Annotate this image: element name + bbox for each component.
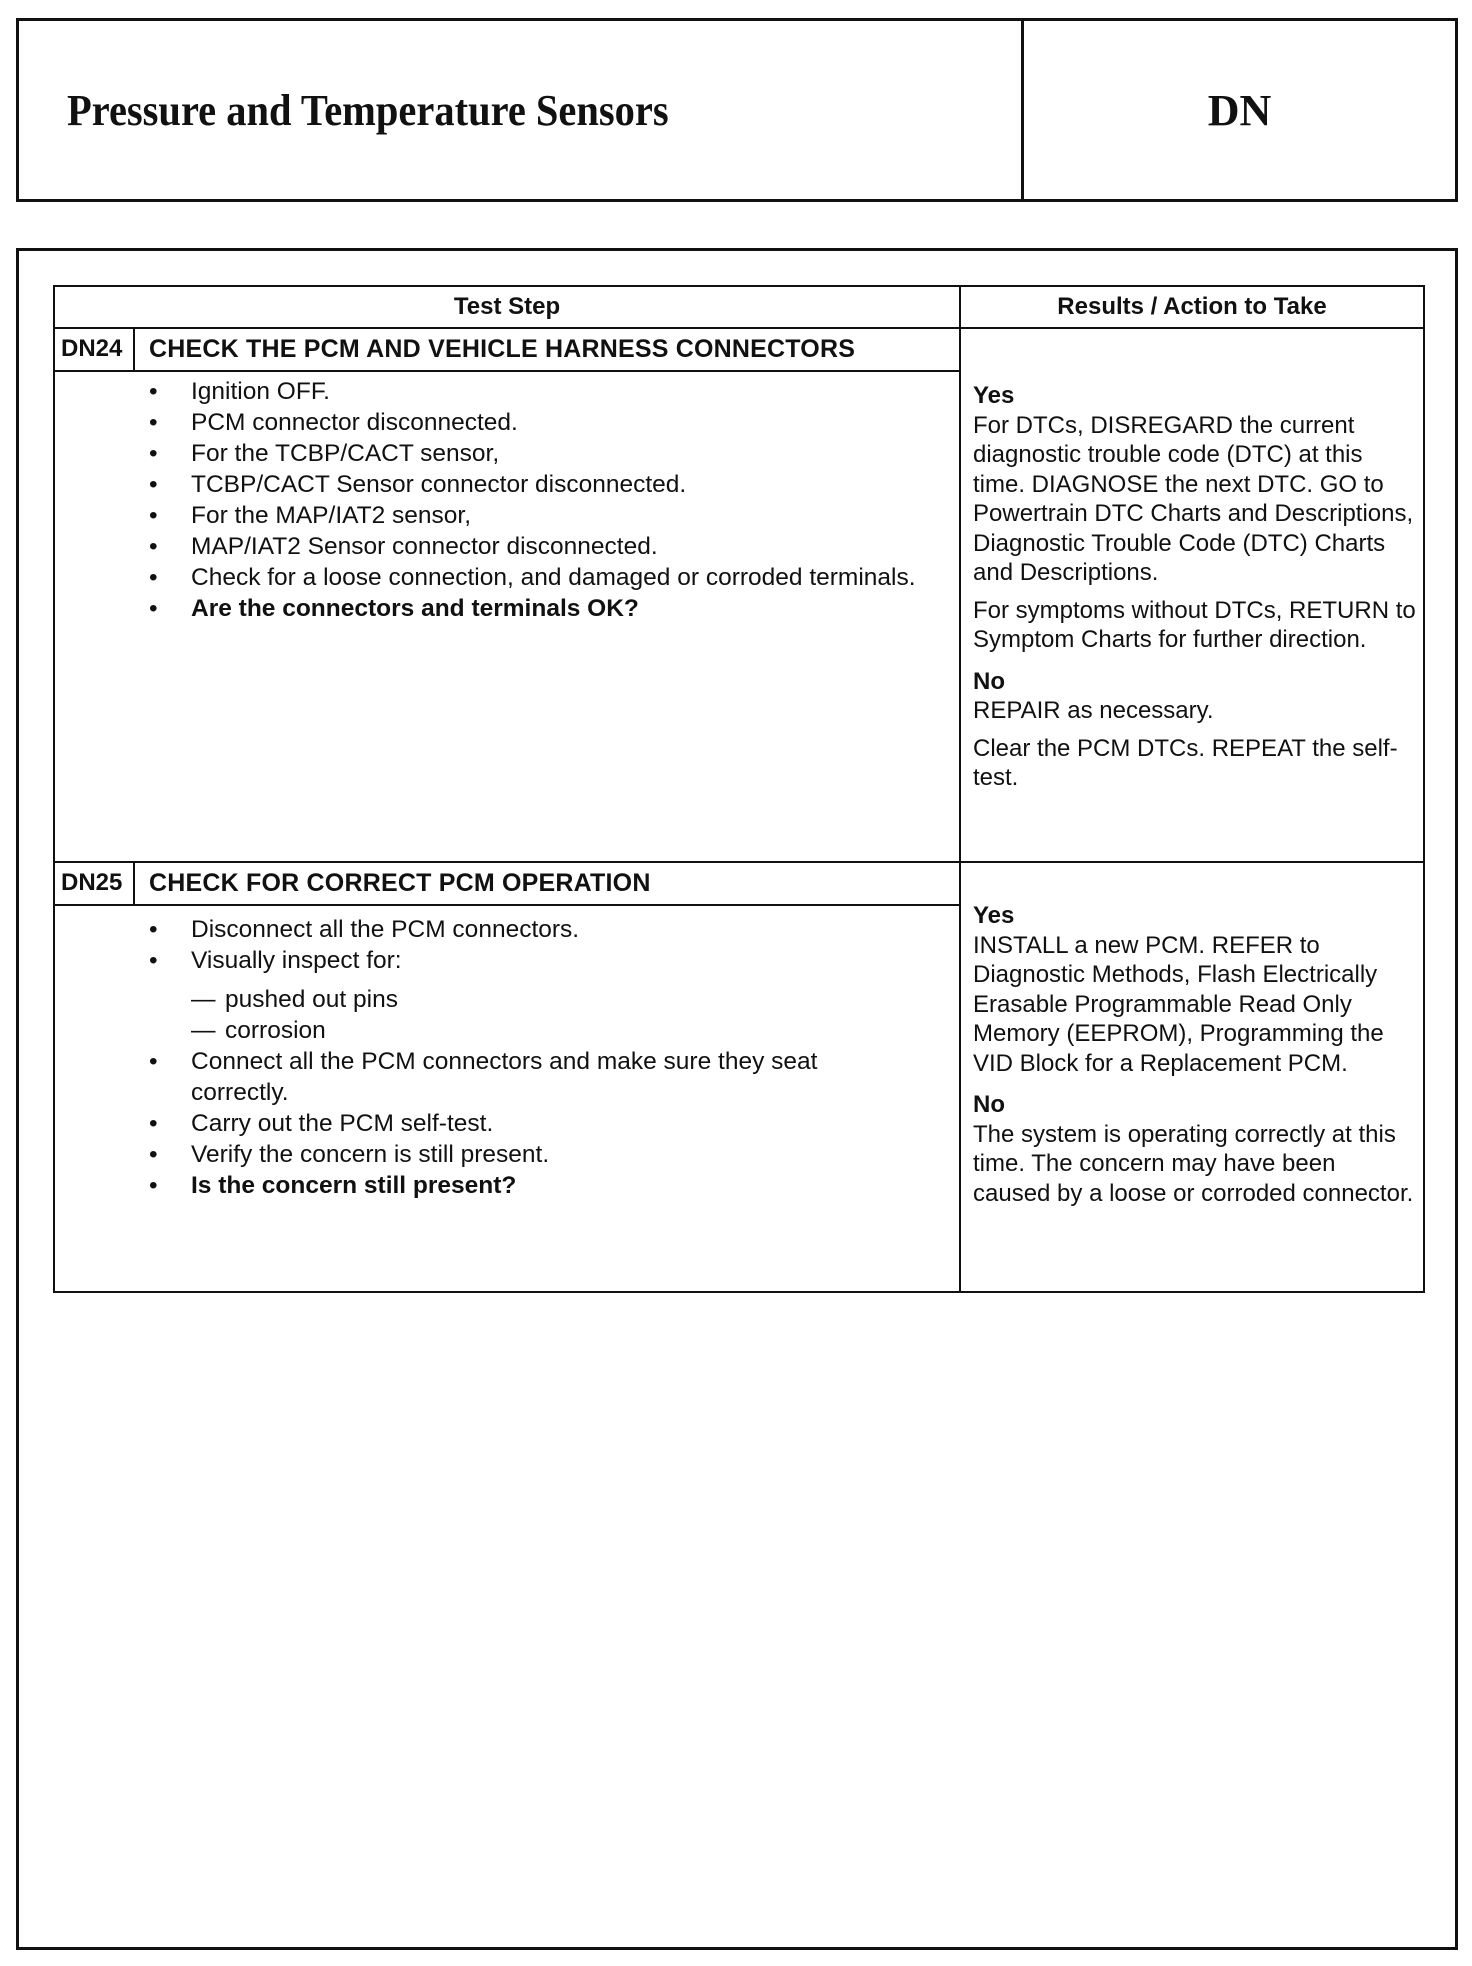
step-title-row [55, 863, 959, 906]
no-action: REPAIR as necessary. [973, 697, 1214, 724]
bullet-icon: • [149, 564, 158, 591]
header-title-cell [19, 21, 1024, 199]
bullet-icon: • [149, 595, 158, 622]
bullet-icon: • [149, 1141, 158, 1168]
table-header-row [55, 287, 1423, 329]
instruction-item: • TCBP/CACT Sensor connector disconnected. [149, 471, 687, 498]
bullet-icon: • [149, 471, 158, 498]
bullet-icon: • [149, 1110, 158, 1137]
instruction-item: • PCM connector disconnected. [149, 409, 518, 436]
inspection-subitem: — corrosion [191, 1017, 326, 1044]
results-cell [961, 329, 1423, 861]
test-step-cell [55, 329, 961, 861]
instruction-item: • Visually inspect for: [149, 947, 402, 974]
step-title: CHECK THE PCM AND VEHICLE HARNESS CONNECTORS [149, 335, 856, 363]
instruction-item: • Check for a loose connection, and damaged or corroded terminals. [149, 564, 916, 591]
content-frame [16, 248, 1458, 1950]
bullet-icon: • [149, 440, 158, 467]
test-step-row [55, 863, 1423, 1291]
no-action: The system is operating correctly at this time. The concern may have been caused by a loose or corroded connector. [973, 1120, 1414, 1207]
results-column-header: Results / Action to Take [1057, 293, 1327, 320]
step-title-row [55, 329, 959, 372]
instruction-item: • Carry out the PCM self-test. [149, 1110, 494, 1137]
bullet-icon: • [149, 502, 158, 529]
inspection-subitem: — pushed out pins [191, 986, 398, 1013]
step-title: CHECK FOR CORRECT PCM OPERATION [149, 869, 651, 897]
bullet-icon: • [149, 947, 158, 974]
dash-icon: — [191, 986, 216, 1013]
instruction-item: • Verify the concern is still present. [149, 1141, 550, 1168]
step-id: DN24 [55, 329, 135, 370]
no-action: Clear the PCM DTCs. REPEAT the self-test. [973, 734, 1398, 791]
no-label: No [973, 667, 1005, 695]
instruction-item: • For the MAP/IAT2 sensor, [149, 502, 472, 529]
section-code: DN [1207, 85, 1272, 135]
header-code-cell [1024, 21, 1455, 199]
step-instructions [55, 906, 959, 1201]
results-cell [961, 863, 1423, 1291]
step-id: DN25 [55, 863, 135, 904]
test-step-table [53, 285, 1425, 1293]
test-step-column-header: Test Step [55, 287, 961, 327]
yes-action: INSTALL a new PCM. REFER to Diagnostic Methods, Flash Electrically Erasable Programmable Read Only Memory (EEPROM), Programming the VID Block for a Replacement PCM. [973, 931, 1384, 1077]
instruction-item: • Ignition OFF. [149, 378, 330, 405]
dash-icon: — [191, 1017, 216, 1044]
instruction-question: • Are the connectors and terminals OK? [149, 595, 639, 622]
bullet-icon: • [149, 409, 158, 436]
instruction-item: • Disconnect all the PCM connectors. [149, 916, 580, 943]
bullet-icon: • [149, 916, 158, 943]
test-step-cell [55, 863, 961, 1291]
instruction-item: • MAP/IAT2 Sensor connector disconnected. [149, 533, 658, 560]
yes-label: Yes [973, 902, 1015, 929]
bullet-icon: • [149, 1048, 158, 1075]
page-title: Pressure and Temperature Sensors [67, 85, 669, 135]
yes-label: Yes [973, 382, 1015, 409]
bullet-icon: • [149, 1172, 158, 1199]
instruction-item: • Connect all the PCM connectors and make sure they seat correctly. [149, 1048, 818, 1106]
yes-action: For symptoms without DTCs, RETURN to Symptom Charts for further direction. [973, 596, 1416, 653]
bullet-icon: • [149, 533, 158, 560]
no-label: No [973, 1091, 1005, 1118]
instruction-item: • For the TCBP/CACT sensor, [149, 440, 500, 467]
page-header [16, 18, 1458, 202]
test-step-row [55, 329, 1423, 863]
bullet-icon: • [149, 378, 158, 405]
instruction-question: • Is the concern still present? [149, 1172, 517, 1199]
yes-action: For DTCs, DISREGARD the current diagnostic trouble code (DTC) at this time. DIAGNOSE the next DTC. GO to Powertrain DTC Charts and Descriptions, Diagnostic Trouble Code (DTC) Charts and Descriptions. [973, 411, 1414, 586]
step-instructions [55, 372, 959, 624]
